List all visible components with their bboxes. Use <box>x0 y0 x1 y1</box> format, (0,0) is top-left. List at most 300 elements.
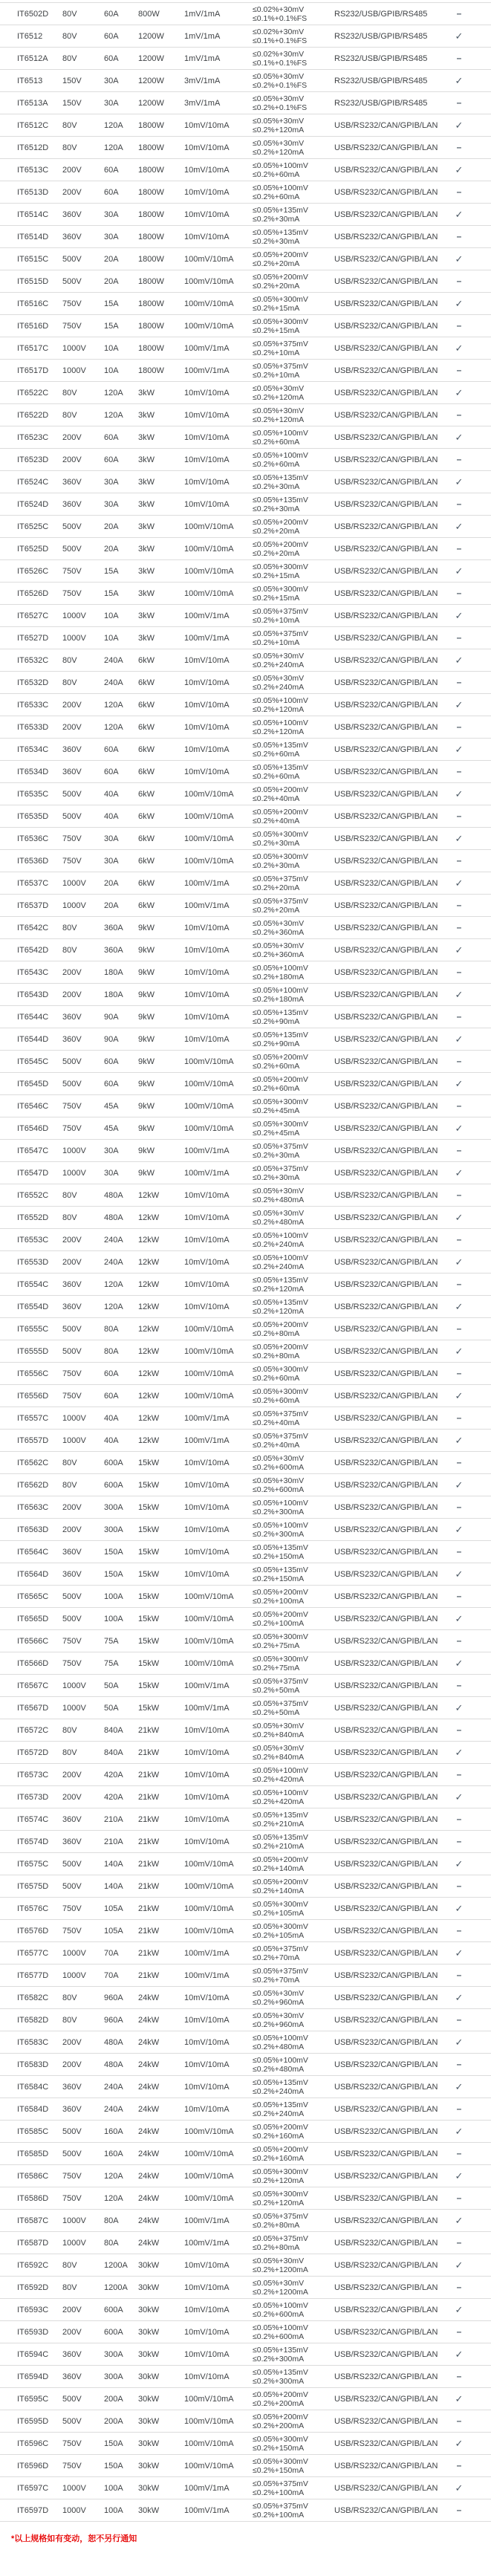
cell-voltage: 80V <box>62 1993 77 2002</box>
check-icon: ✓ <box>455 2126 464 2137</box>
accuracy-voltage: ≤0.05%+100mV <box>253 1498 308 1508</box>
cell-resolution: 100mV/10mA <box>184 789 234 799</box>
accuracy-voltage: ≤0.05%+375mV <box>253 1699 308 1708</box>
cell-resolution: 100mV/10mA <box>184 1904 234 1913</box>
cell-voltage: 500V <box>62 2394 82 2404</box>
check-icon: ✓ <box>455 120 464 131</box>
table-row <box>0 2143 491 2165</box>
accuracy-voltage: ≤0.05%+135mV <box>253 740 308 750</box>
cell-interfaces: USB/RS232/CAN/GPIB/LAN <box>334 945 438 955</box>
dash-icon: – <box>456 1547 462 1557</box>
cell-power: 12kW <box>138 1257 160 1267</box>
cell-model: IT6513 <box>17 76 43 85</box>
cell-resolution: 100mV/10mA <box>184 588 234 598</box>
cell-resolution: 100mV/10mA <box>184 2126 234 2136</box>
cell-voltage: 80V <box>62 1480 77 1490</box>
table-row <box>0 2321 491 2343</box>
cell-model: IT6533C <box>17 700 49 710</box>
check-icon: ✓ <box>455 788 464 799</box>
dash-icon: – <box>456 1369 462 1378</box>
cell-current: 20A <box>104 901 119 910</box>
cell-voltage: 500V <box>62 1346 82 1356</box>
accuracy-current: ≤0.2%+70mA <box>253 1975 300 1985</box>
cell-model: IT6597D <box>17 2505 49 2515</box>
cell-mark <box>438 343 480 354</box>
cell-power: 6kW <box>138 744 155 754</box>
cell-accuracy <box>250 941 331 959</box>
accuracy-current: ≤0.2%+40mA <box>253 794 300 803</box>
accuracy-current: ≤0.2%+75mA <box>253 1663 300 1673</box>
cell-interfaces: USB/RS232/CAN/GPIB/LAN <box>334 2305 438 2314</box>
table-row <box>0 2254 491 2277</box>
accuracy-voltage: ≤0.05%+200mV <box>253 785 308 794</box>
cell-interfaces: USB/RS232/CAN/GPIB/LAN <box>334 1614 438 1623</box>
cell-mark <box>438 1859 480 1869</box>
check-icon: ✓ <box>455 2482 464 2494</box>
cell-interfaces: USB/RS232/CAN/GPIB/LAN <box>334 2260 438 2270</box>
table-row <box>0 2299 491 2321</box>
cell-resolution: 100mV/10mA <box>184 1101 234 1111</box>
cell-model: IT6512 <box>17 31 43 41</box>
table-row <box>0 538 491 560</box>
table-row <box>0 1987 491 2009</box>
cell-accuracy <box>250 1053 331 1071</box>
table-row <box>0 2477 491 2499</box>
cell-voltage: 80V <box>62 1458 77 1467</box>
cell-current: 210A <box>104 1837 123 1846</box>
check-icon: ✓ <box>455 253 464 265</box>
cell-current: 60A <box>104 744 119 754</box>
cell-current: 20A <box>104 878 119 888</box>
cell-accuracy <box>250 629 331 647</box>
cell-accuracy <box>250 2234 331 2252</box>
cell-accuracy <box>250 607 331 625</box>
cell-voltage: 750V <box>62 566 82 576</box>
cell-resolution: 10mV/10mA <box>184 1814 230 1824</box>
accuracy-current: ≤0.2%+120mA <box>253 392 305 402</box>
cell-voltage: 360V <box>62 232 82 241</box>
check-icon: ✓ <box>455 1992 464 2003</box>
cell-mark <box>438 2349 480 2360</box>
table-row <box>0 204 491 226</box>
cell-voltage: 360V <box>62 210 82 219</box>
table-row <box>0 426 491 449</box>
cell-interfaces: USB/RS232/CAN/GPIB/LAN <box>334 1792 438 1802</box>
accuracy-current: ≤0.1%+0.1%FS <box>253 13 308 23</box>
cell-voltage: 750V <box>62 1658 82 1668</box>
cell-interfaces: USB/RS232/CAN/GPIB/LAN <box>334 1012 438 1022</box>
check-icon: ✓ <box>455 1301 464 1312</box>
cell-voltage: 80V <box>62 53 77 63</box>
check-icon: ✓ <box>455 1702 464 1713</box>
cell-resolution: 100mV/1mA <box>184 1948 230 1958</box>
cell-voltage: 500V <box>62 1592 82 1601</box>
cell-voltage: 750V <box>62 1369 82 1378</box>
cell-current: 105A <box>104 1926 123 1936</box>
cell-voltage: 1000V <box>62 1435 86 1445</box>
cell-power: 15kW <box>138 1569 160 1579</box>
cell-accuracy <box>250 429 331 447</box>
cell-current: 10A <box>104 611 119 620</box>
cell-current: 70A <box>104 1970 119 1980</box>
check-icon: ✓ <box>455 1858 464 1869</box>
accuracy-current: ≤0.2%+20mA <box>253 883 300 892</box>
accuracy-current: ≤0.2%+480mA <box>253 1195 305 1204</box>
cell-accuracy <box>250 1320 331 1338</box>
cell-mark <box>438 1658 480 1669</box>
cell-current: 20A <box>104 276 119 286</box>
accuracy-current: ≤0.2%+180mA <box>253 994 305 1004</box>
cell-mark <box>438 1324 480 1334</box>
cell-model: IT6523C <box>17 432 49 442</box>
cell-voltage: 360V <box>62 2372 82 2381</box>
spec-table <box>0 2 491 2522</box>
cell-accuracy <box>250 852 331 870</box>
cell-resolution: 10mV/10mA <box>184 945 230 955</box>
table-row <box>0 1586 491 1608</box>
cell-mark <box>438 655 480 666</box>
table-row <box>0 1184 491 1207</box>
cell-interfaces: USB/RS232/CAN/GPIB/LAN <box>334 1235 438 1245</box>
accuracy-current: ≤0.2%+150mA <box>253 2465 305 2475</box>
check-icon: ✓ <box>455 1346 464 1357</box>
accuracy-voltage: ≤0.05%+300mV <box>253 2189 308 2199</box>
cell-voltage: 750V <box>62 1123 82 1133</box>
cell-current: 40A <box>104 789 119 799</box>
cell-current: 150A <box>104 2461 123 2470</box>
cell-accuracy <box>250 1744 331 1762</box>
cell-accuracy <box>250 897 331 915</box>
accuracy-voltage: ≤0.05%+135mV <box>253 1297 308 1307</box>
table-row <box>0 583 491 605</box>
cell-voltage: 360V <box>62 1569 82 1579</box>
cell-accuracy <box>250 5 331 23</box>
cell-model: IT6584D <box>17 2104 49 2114</box>
check-icon: ✓ <box>455 1524 464 1535</box>
cell-voltage: 200V <box>62 1257 82 1267</box>
cell-model: IT6543C <box>17 967 49 977</box>
cell-current: 10A <box>104 343 119 353</box>
cell-current: 360A <box>104 923 123 932</box>
cell-mark <box>438 1592 480 1601</box>
cell-power: 1800W <box>138 254 164 264</box>
cell-mark <box>438 1525 480 1535</box>
cell-mark <box>438 165 480 175</box>
cell-power: 21kW <box>138 1859 160 1869</box>
cell-interfaces: USB/RS232/CAN/GPIB/LAN <box>334 2104 438 2114</box>
accuracy-current: ≤0.2%+160mA <box>253 2131 305 2141</box>
cell-accuracy <box>250 2368 331 2386</box>
cell-current: 160A <box>104 2149 123 2158</box>
cell-mark <box>438 2372 480 2381</box>
cell-voltage: 80V <box>62 143 77 152</box>
cell-voltage: 1000V <box>62 878 86 888</box>
cell-resolution: 3mV/1mA <box>184 76 221 85</box>
dash-icon: – <box>456 2416 462 2426</box>
accuracy-voltage: ≤0.05%+30mV <box>253 116 305 126</box>
cell-interfaces: USB/RS232/CAN/GPIB/LAN <box>334 2461 438 2470</box>
cell-accuracy <box>250 72 331 90</box>
cell-resolution: 10mV/10mA <box>184 1458 230 1467</box>
check-icon: ✓ <box>455 2393 464 2404</box>
cell-current: 480A <box>104 1213 123 1222</box>
cell-model: IT6527C <box>17 611 49 620</box>
cell-model: IT6585D <box>17 2149 49 2158</box>
cell-power: 1800W <box>138 299 164 308</box>
cell-voltage: 200V <box>62 2327 82 2337</box>
table-row <box>0 1965 491 1987</box>
cell-interfaces: USB/RS232/CAN/GPIB/LAN <box>334 1101 438 1111</box>
cell-model: IT6594D <box>17 2372 49 2381</box>
cell-accuracy <box>250 1967 331 1985</box>
cell-accuracy <box>250 830 331 848</box>
cell-accuracy <box>250 919 331 937</box>
cell-current: 180A <box>104 990 123 999</box>
cell-resolution: 100mV/10mA <box>184 856 234 866</box>
cell-model: IT6523D <box>17 455 49 464</box>
table-row <box>0 1920 491 1942</box>
cell-accuracy <box>250 1699 331 1717</box>
cell-resolution: 100mV/10mA <box>184 1391 234 1401</box>
cell-model: IT6594C <box>17 2349 49 2359</box>
table-row <box>0 270 491 293</box>
dash-icon: – <box>456 588 462 598</box>
cell-accuracy <box>250 2301 331 2319</box>
accuracy-current: ≤0.2%+60mA <box>253 1395 300 1405</box>
accuracy-voltage: ≤0.05%+300mV <box>253 1386 308 1396</box>
cell-current: 100A <box>104 2483 123 2493</box>
cell-interfaces: RS232/USB/GPIB/RS485 <box>334 53 428 63</box>
cell-accuracy <box>250 1097 331 1115</box>
cell-mark <box>438 544 480 554</box>
cell-interfaces: USB/RS232/CAN/GPIB/LAN <box>334 455 438 464</box>
cell-resolution: 1mV/1mA <box>184 31 221 41</box>
cell-voltage: 80V <box>62 655 77 665</box>
dash-icon: – <box>456 967 462 977</box>
cell-interfaces: USB/RS232/CAN/GPIB/LAN <box>334 878 438 888</box>
accuracy-voltage: ≤0.05%+30mV <box>253 71 305 81</box>
accuracy-current: ≤0.2%+210mA <box>253 1841 305 1851</box>
cell-model: IT6525D <box>17 544 49 554</box>
cell-interfaces: USB/RS232/CAN/GPIB/LAN <box>334 767 438 776</box>
cell-model: IT6557C <box>17 1413 49 1423</box>
accuracy-current: ≤0.2%+15mA <box>253 325 300 335</box>
cell-voltage: 500V <box>62 2416 82 2426</box>
cell-resolution: 100mV/1mA <box>184 1970 230 1980</box>
cell-interfaces: USB/RS232/CAN/GPIB/LAN <box>334 1703 438 1713</box>
accuracy-voltage: ≤0.05%+375mV <box>253 1966 308 1976</box>
cell-interfaces: USB/RS232/CAN/GPIB/LAN <box>334 811 438 821</box>
accuracy-current: ≤0.2%+60mA <box>253 459 300 469</box>
cell-voltage: 1000V <box>62 611 86 620</box>
accuracy-current: ≤0.2%+40mA <box>253 1418 300 1427</box>
cell-accuracy <box>250 1944 331 1962</box>
cell-power: 3kW <box>138 388 155 398</box>
table-row <box>0 337 491 360</box>
accuracy-voltage: ≤0.05%+300mV <box>253 2456 308 2466</box>
cell-power: 1800W <box>138 143 164 152</box>
cell-power: 30kW <box>138 2305 160 2314</box>
cell-voltage: 750V <box>62 2439 82 2448</box>
cell-interfaces: USB/RS232/CAN/GPIB/LAN <box>334 254 438 264</box>
cell-voltage: 360V <box>62 1012 82 1022</box>
accuracy-current: ≤0.2%+120mA <box>253 415 305 424</box>
accuracy-current: ≤0.2%+120mA <box>253 704 305 714</box>
cell-mark <box>438 1837 480 1846</box>
cell-power: 9kW <box>138 1012 155 1022</box>
accuracy-voltage: ≤0.05%+375mV <box>253 606 308 616</box>
accuracy-current: ≤0.2%+60mA <box>253 749 300 759</box>
cell-power: 30kW <box>138 2461 160 2470</box>
cell-current: 15A <box>104 299 119 308</box>
accuracy-current: ≤0.2%+600mA <box>253 2309 305 2319</box>
cell-voltage: 200V <box>62 165 82 175</box>
table-row <box>0 1095 491 1117</box>
cell-resolution: 10mV/10mA <box>184 990 230 999</box>
cell-power: 21kW <box>138 1725 160 1735</box>
accuracy-current: ≤0.2%+360mA <box>253 927 305 937</box>
cell-interfaces: USB/RS232/CAN/GPIB/LAN <box>334 1480 438 1490</box>
dash-icon: – <box>456 2060 462 2069</box>
dash-icon: – <box>456 410 462 420</box>
cell-interfaces: USB/RS232/CAN/GPIB/LAN <box>334 1123 438 1133</box>
cell-power: 15kW <box>138 1480 160 1490</box>
cell-power: 12kW <box>138 1302 160 1311</box>
cell-model: IT6575D <box>17 1881 49 1891</box>
accuracy-current: ≤0.2%+20mA <box>253 526 300 536</box>
accuracy-current: ≤0.2%+50mA <box>253 1685 300 1695</box>
cell-resolution: 10mV/10mA <box>184 1502 230 1512</box>
cell-power: 15kW <box>138 1547 160 1557</box>
cell-mark <box>438 2505 480 2515</box>
cell-voltage: 200V <box>62 455 82 464</box>
dash-icon: – <box>456 1057 462 1066</box>
cell-voltage: 500V <box>62 789 82 799</box>
cell-interfaces: USB/RS232/CAN/GPIB/LAN <box>334 1904 438 1913</box>
accuracy-current: ≤0.2%+30mA <box>253 236 300 246</box>
check-icon: ✓ <box>455 164 464 175</box>
table-row <box>0 1407 491 1430</box>
cell-accuracy <box>250 317 331 335</box>
cell-model: IT6546D <box>17 1123 49 1133</box>
accuracy-current: ≤0.2%+40mA <box>253 1440 300 1450</box>
accuracy-voltage: ≤0.05%+200mV <box>253 807 308 817</box>
cell-model: IT6552D <box>17 1213 49 1222</box>
cell-current: 50A <box>104 1703 119 1713</box>
cell-resolution: 100mV/10mA <box>184 254 234 264</box>
accuracy-voltage: ≤0.05%+135mV <box>253 1030 308 1039</box>
cell-mark <box>438 923 480 932</box>
check-icon: ✓ <box>455 2215 464 2226</box>
cell-mark <box>438 744 480 755</box>
cell-accuracy <box>250 2100 331 2118</box>
cell-interfaces: USB/RS232/CAN/GPIB/LAN <box>334 744 438 754</box>
accuracy-voltage: ≤0.05%+30mV <box>253 673 305 683</box>
accuracy-voltage: ≤0.05%+375mV <box>253 896 308 906</box>
accuracy-voltage: ≤0.05%+30mV <box>253 1208 305 1218</box>
cell-mark <box>438 2126 480 2137</box>
cell-model: IT6513C <box>17 165 49 175</box>
cell-power: 9kW <box>138 945 155 955</box>
cell-current: 80A <box>104 2238 119 2248</box>
cell-power: 12kW <box>138 1413 160 1423</box>
cell-accuracy <box>250 1187 331 1204</box>
dash-icon: – <box>456 276 462 286</box>
accuracy-voltage: ≤0.05%+135mV <box>253 227 308 237</box>
cell-power: 3kW <box>138 410 155 420</box>
cell-voltage: 500V <box>62 522 82 531</box>
cell-voltage: 200V <box>62 2305 82 2314</box>
check-icon: ✓ <box>455 75 464 86</box>
cell-resolution: 10mV/10mA <box>184 1569 230 1579</box>
cell-resolution: 10mV/10mA <box>184 700 230 710</box>
table-row <box>0 2499 491 2522</box>
cell-current: 45A <box>104 1101 119 1111</box>
cell-model: IT6513D <box>17 187 49 197</box>
cell-accuracy <box>250 1343 331 1360</box>
accuracy-current: ≤0.2%+240mA <box>253 1239 305 1249</box>
cell-power: 12kW <box>138 1435 160 1445</box>
cell-resolution: 10mV/10mA <box>184 210 230 219</box>
cell-model: IT6565C <box>17 1592 49 1601</box>
accuracy-voltage: ≤0.05%+135mV <box>253 1832 308 1842</box>
table-row <box>0 1229 491 1251</box>
accuracy-voltage: ≤0.05%+135mV <box>253 2100 308 2109</box>
cell-mark <box>438 1391 480 1401</box>
cell-accuracy <box>250 2145 331 2163</box>
accuracy-current: ≤0.2%+480mA <box>253 2064 305 2074</box>
cell-voltage: 200V <box>62 1525 82 1534</box>
check-icon: ✓ <box>455 2081 464 2092</box>
accuracy-current: ≤0.2%+600mA <box>253 1485 305 1494</box>
table-row <box>0 48 491 70</box>
table-row <box>0 694 491 716</box>
cell-model: IT6547C <box>17 1146 49 1155</box>
cell-resolution: 100mV/10mA <box>184 834 234 843</box>
cell-interfaces: USB/RS232/CAN/GPIB/LAN <box>334 789 438 799</box>
cell-interfaces: USB/RS232/CAN/GPIB/LAN <box>334 2372 438 2381</box>
accuracy-current: ≤0.2%+60mA <box>253 169 300 179</box>
table-row <box>0 248 491 270</box>
cell-resolution: 100mV/1mA <box>184 878 230 888</box>
table-row <box>0 1764 491 1786</box>
dash-icon: – <box>456 923 462 932</box>
check-icon: ✓ <box>455 30 464 42</box>
table-row <box>0 2031 491 2054</box>
accuracy-current: ≤0.2%+60mA <box>253 1061 300 1071</box>
cell-voltage: 80V <box>62 120 77 130</box>
cell-interfaces: USB/RS232/CAN/GPIB/LAN <box>334 1837 438 1846</box>
cell-voltage: 750V <box>62 2193 82 2203</box>
table-row <box>0 1875 491 1898</box>
cell-model: IT6563D <box>17 1525 49 1534</box>
cell-resolution: 10mV/10mA <box>184 2037 230 2047</box>
cell-power: 21kW <box>138 1814 160 1824</box>
dash-icon: – <box>456 2104 462 2114</box>
cell-resolution: 10mV/10mA <box>184 432 230 442</box>
accuracy-current: ≤0.1%+0.1%FS <box>253 36 308 45</box>
cell-model: IT6562D <box>17 1480 49 1490</box>
accuracy-current: ≤0.2%+30mA <box>253 481 300 491</box>
cell-mark <box>438 499 480 509</box>
cell-model: IT6512A <box>17 53 48 63</box>
cell-interfaces: USB/RS232/CAN/GPIB/LAN <box>334 544 438 554</box>
table-row <box>0 649 491 672</box>
cell-power: 6kW <box>138 767 155 776</box>
cell-power: 6kW <box>138 901 155 910</box>
check-icon: ✓ <box>455 877 464 889</box>
table-row <box>0 739 491 761</box>
